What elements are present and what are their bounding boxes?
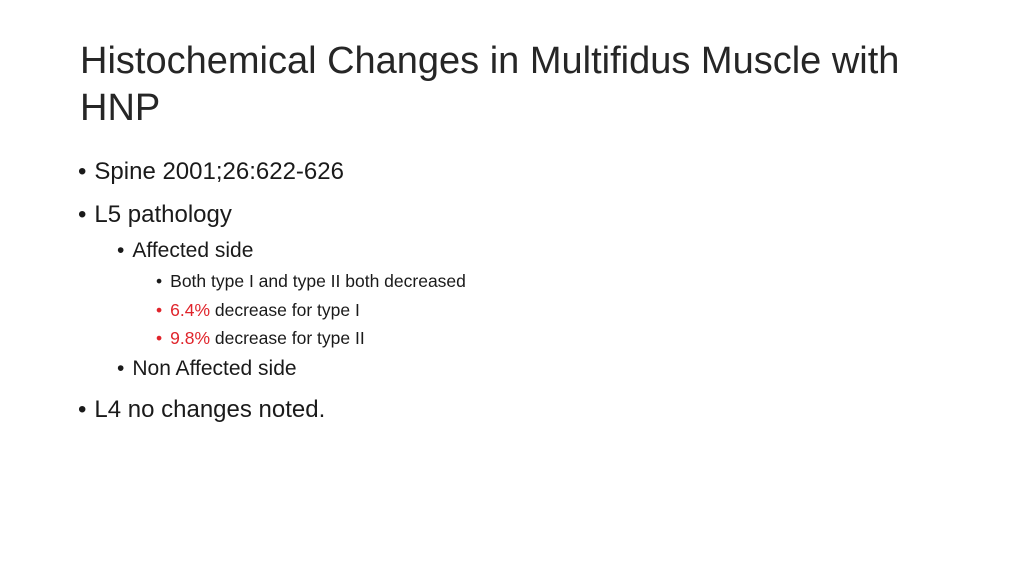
slide-title: Histochemical Changes in Multifidus Muscle with HNP — [80, 40, 900, 129]
bullet-icon: • — [156, 271, 163, 291]
bullet-text: L5 pathology — [94, 201, 232, 228]
bullet-type2-decrease — [156, 327, 365, 349]
bullet-l4-no-changes — [78, 396, 325, 424]
highlight-value: 9.8% — [170, 328, 211, 348]
bullet-text: Both type I and type II both decreased — [170, 271, 466, 291]
bullet-non-affected-side — [117, 356, 297, 382]
bullet-icon: • — [78, 158, 87, 185]
bullet-icon: • — [117, 357, 125, 380]
bullet-icon: • — [156, 300, 163, 320]
bullet-citation — [78, 158, 344, 186]
bullet-icon: • — [156, 328, 163, 348]
bullet-icon: • — [117, 239, 125, 262]
bullet-l5-pathology — [78, 201, 232, 229]
bullet-type1-decrease — [156, 299, 360, 321]
bullet-text: Affected side — [132, 239, 254, 262]
bullet-icon: • — [78, 396, 87, 423]
bullet-both-types — [156, 270, 466, 292]
bullet-affected-side — [117, 238, 253, 264]
bullet-text: Non Affected side — [132, 357, 297, 380]
highlight-value: 6.4% — [170, 300, 211, 320]
bullet-text: L4 no changes noted. — [94, 396, 326, 423]
bullet-text: decrease for type II — [210, 328, 365, 348]
bullet-text: Spine 2001;26:622-626 — [94, 158, 344, 185]
bullet-text: decrease for type I — [210, 300, 360, 320]
bullet-icon: • — [78, 201, 87, 228]
